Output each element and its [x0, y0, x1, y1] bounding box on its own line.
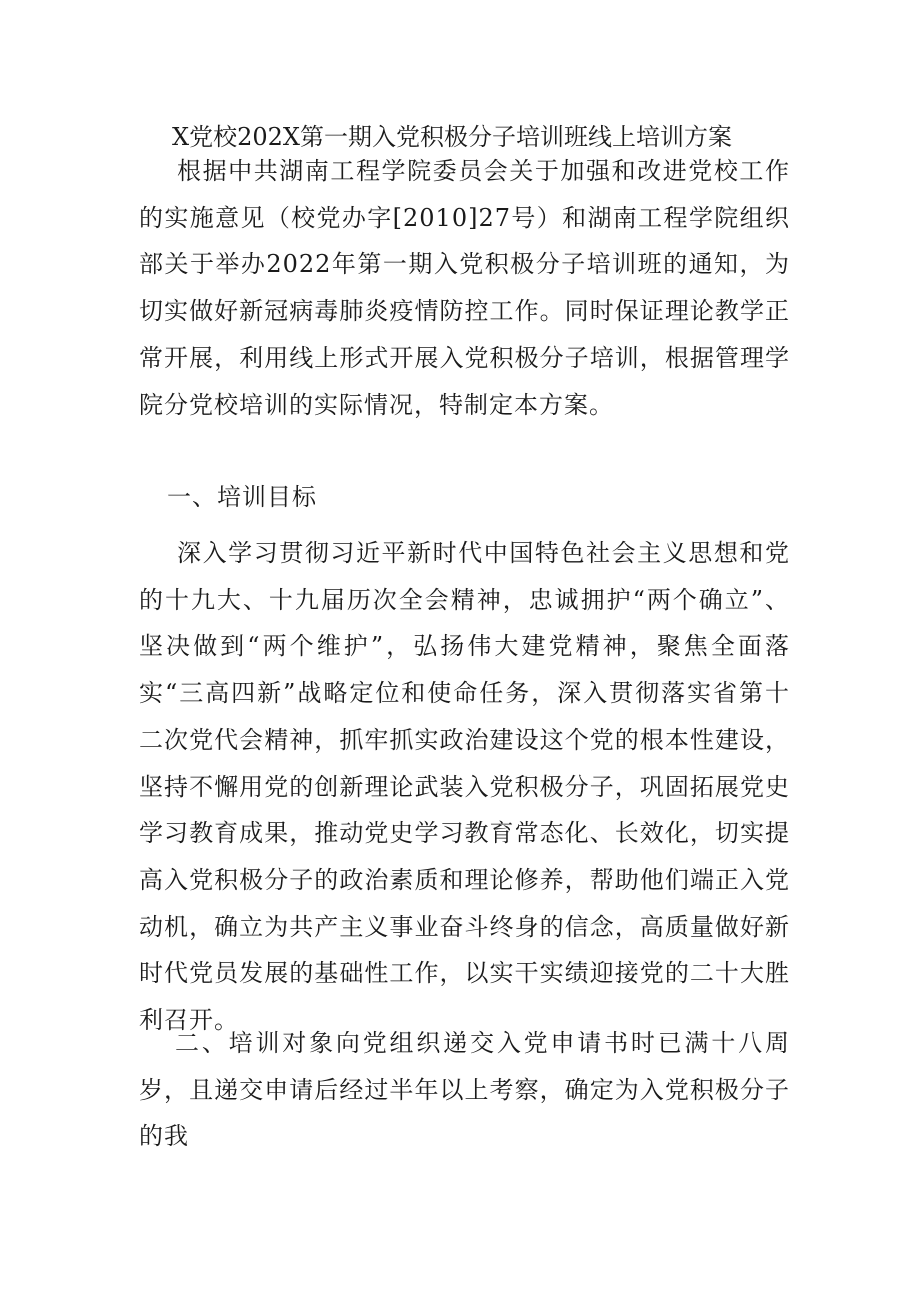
- section-heading-training-goals: 一、培训目标: [167, 483, 317, 511]
- training-targets-paragraph: 二、培训对象向党组织递交入党申请书时已满十八周岁，且递交申请后经过半年以上考察，确定为入党积极分子的我: [139, 1029, 790, 1151]
- document-title: X党校202X第一期入党积极分子培训班线上培训方案: [172, 123, 732, 151]
- intro-paragraph: 根据中共湖南工程学院委员会关于加强和改进党校工作的实施意见（校党办字[2010]27号）和湖南工程学院组织部关于举办2022年第一期入党积极分子培训班的通知，为切实做好新冠病毒肺炎疫情防控工作。同时保证理论教学正常开展，利用线上形式开展入党积极分子培训，根据管理学院分党校培训的实际情况，特制定本方案。: [139, 157, 790, 419]
- training-goals-paragraph: 深入学习贯彻习近平新时代中国特色社会主义思想和党的十九大、十九届历次全会精神，忠诚拥护“两个确立”、坚决做到“两个维护”，弘扬伟大建党精神，聚焦全面落实“三高四新”战略定位和使命任务，深入贯彻落实省第十二次党代会精神，抓牢抓实政治建设这个党的根本性建设，坚持不懈用党的创新理论武装入党积极分子，巩固拓展党史学习教育成果，推动党史学习教育常态化、长效化，切实提高入党积极分子的政治素质和理论修养，帮助他们端正入党动机，确立为共产主义事业奋斗终身的信念，高质量做好新时代党员发展的基础性工作，以实干实绩迎接党的二十大胜利召开。: [139, 539, 790, 1035]
